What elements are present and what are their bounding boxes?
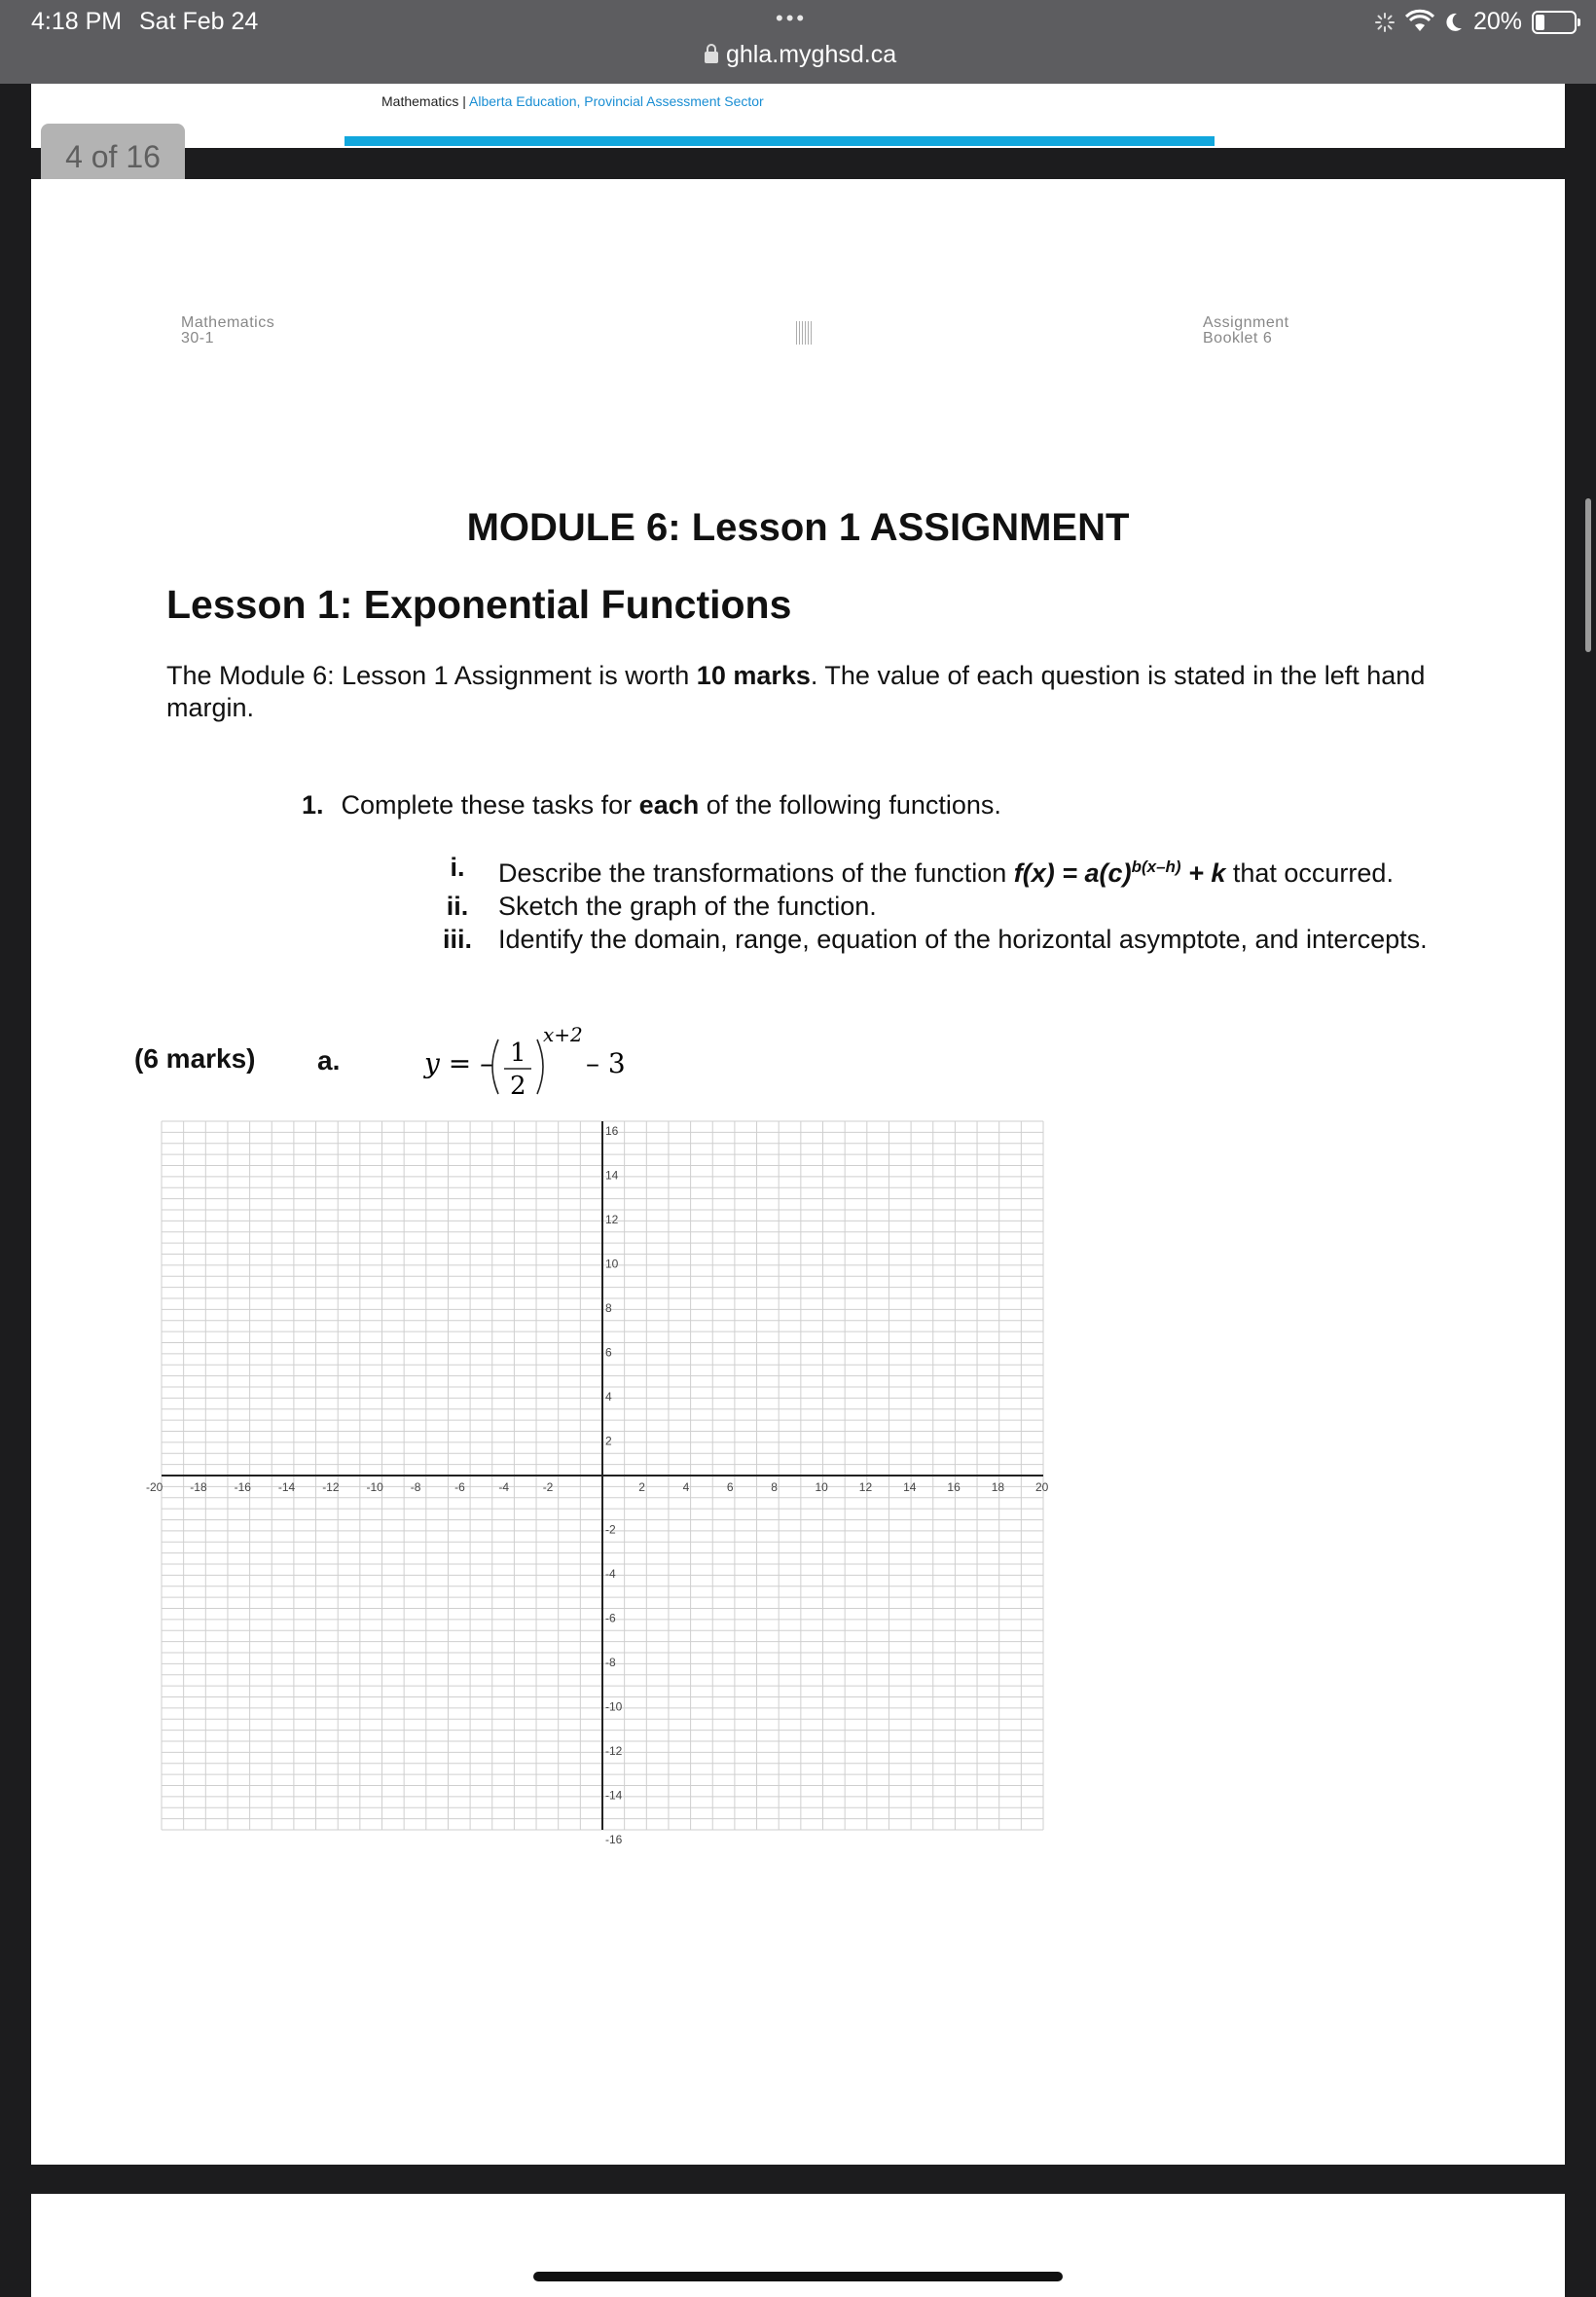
x-tick-label: -10 (366, 1480, 383, 1494)
moon-icon (1444, 12, 1464, 33)
x-tick-label: -8 (410, 1480, 421, 1494)
function-formula (389, 1018, 642, 1106)
x-tick-label: 18 (991, 1480, 1005, 1494)
address-bar[interactable] (705, 41, 896, 69)
question-number: 1. (302, 790, 324, 820)
barcode-icon (796, 321, 814, 345)
x-tick-label: 12 (858, 1480, 873, 1494)
x-tick-label: -6 (454, 1480, 465, 1494)
intro-marks: 10 marks (696, 661, 811, 690)
y-tick-label: 16 (605, 1124, 619, 1138)
previous-page-header (381, 93, 764, 109)
status-bar (0, 0, 1596, 84)
formula-right-paren (537, 1039, 543, 1094)
x-tick-label: -2 (542, 1480, 554, 1494)
y-tick-label: 12 (605, 1213, 619, 1226)
status-date: Sat Feb 24 (139, 8, 259, 35)
document-page[interactable] (31, 179, 1565, 2165)
y-tick-label: 6 (605, 1345, 612, 1360)
question-text-bold: each (638, 790, 700, 820)
y-tick-label: 10 (605, 1257, 619, 1271)
x-tick-label: -12 (322, 1480, 340, 1494)
y-tick-label: -4 (605, 1567, 616, 1581)
intro-paragraph (166, 660, 1432, 724)
page-header-subject (181, 315, 274, 346)
header-booklet-number: Booklet 6 (1203, 330, 1273, 346)
module-title: MODULE 6: Lesson 1 ASSIGNMENT (466, 506, 1130, 549)
intro-text-2: . The value of each question is stated in the left hand margin. (166, 661, 1426, 722)
task-number: i. (450, 853, 465, 882)
x-tick-label: -20 (146, 1480, 163, 1494)
x-tick-label: 8 (771, 1480, 778, 1494)
previous-page-org: Alberta Education, Provincial Assessment Sector (469, 93, 764, 109)
task-formula-exponent: b(x–h) (1131, 857, 1181, 876)
next-page (31, 2194, 1565, 2297)
x-tick-label: -18 (190, 1480, 207, 1494)
question-1 (302, 790, 1001, 820)
status-time: 4:18 PM (31, 8, 123, 35)
x-tick-label: -4 (498, 1480, 510, 1494)
previous-page-accent-bar (345, 136, 1215, 146)
x-tick-label: -14 (277, 1480, 296, 1494)
header-booklet-text: Assignment (1203, 314, 1289, 331)
battery-percentage: 20% (1472, 8, 1522, 35)
intro-text-1: The Module 6: Lesson 1 Assignment is worth (166, 661, 697, 690)
y-tick-label: -6 (605, 1611, 616, 1625)
status-icons (1374, 8, 1577, 36)
x-tick-label: 14 (903, 1480, 917, 1494)
previous-page-subject: Mathematics | (381, 93, 470, 109)
lock-icon (705, 52, 718, 63)
formula-lhs: y = – (424, 1047, 494, 1079)
task-formula-end: + k (1180, 858, 1226, 888)
formula-exponent: x+2 (543, 1023, 583, 1046)
task-item (417, 890, 1428, 923)
formula-constant: – 3 (586, 1047, 626, 1079)
activity-spinner-icon (1374, 12, 1396, 33)
task-item (417, 923, 1428, 956)
y-tick-label: -8 (605, 1656, 616, 1669)
y-tick-label: -16 (605, 1833, 623, 1846)
home-indicator[interactable] (533, 2272, 1063, 2281)
y-tick-label: 4 (605, 1390, 612, 1404)
y-tick-label: 14 (605, 1168, 619, 1183)
page-header-booklet (1203, 315, 1289, 346)
y-tick-label: 8 (605, 1301, 612, 1315)
task-number: ii. (446, 892, 469, 921)
task-number: iii. (442, 925, 472, 954)
header-subject-text: Mathematics (181, 314, 275, 331)
page-counter-badge: 4 of 16 (41, 124, 185, 190)
header-course-text: 30-1 (181, 330, 215, 346)
multitasking-dots-icon[interactable]: ••• (776, 6, 808, 30)
coordinate-grid[interactable] (146, 1121, 1049, 1846)
task-text: Describe the transformations of the function (498, 858, 1014, 888)
x-tick-label: 10 (815, 1480, 828, 1494)
task-text-end: that occurred. (1225, 858, 1394, 888)
formula-numerator: 1 (510, 1039, 526, 1068)
lesson-title: Lesson 1: Exponential Functions (166, 582, 792, 627)
part-label: a. (317, 1045, 341, 1076)
task-text: Sketch the graph of the function. (498, 892, 877, 921)
task-item (417, 851, 1428, 890)
y-tick-label: 2 (605, 1434, 612, 1448)
task-text: Identify the domain, range, equation of the horizontal asymptote, and intercepts. (498, 925, 1428, 954)
battery-icon (1532, 11, 1577, 34)
task-list (417, 851, 1428, 956)
wifi-icon (1405, 12, 1434, 33)
x-tick-label: -16 (234, 1480, 251, 1494)
x-tick-label: 16 (947, 1480, 961, 1494)
x-tick-label: 4 (682, 1480, 690, 1494)
y-tick-label: -14 (605, 1788, 623, 1803)
y-tick-label: -12 (605, 1744, 623, 1758)
question-text-1: Complete these tasks for (341, 790, 639, 820)
x-tick-label: 2 (638, 1480, 645, 1494)
y-tick-label: -2 (605, 1522, 616, 1537)
question-text-2: of the following functions. (699, 790, 1001, 820)
x-tick-label: 20 (1035, 1480, 1049, 1494)
scroll-indicator[interactable] (1585, 498, 1591, 652)
y-tick-label: -10 (605, 1699, 623, 1714)
url-text: ghla.myghsd.ca (726, 41, 897, 68)
formula-denominator: 2 (510, 1072, 526, 1101)
marks-label: (6 marks) (134, 1043, 256, 1074)
task-formula: f(x) = a(c) (1013, 858, 1132, 888)
x-tick-label: 6 (726, 1480, 734, 1494)
previous-page (31, 84, 1565, 148)
